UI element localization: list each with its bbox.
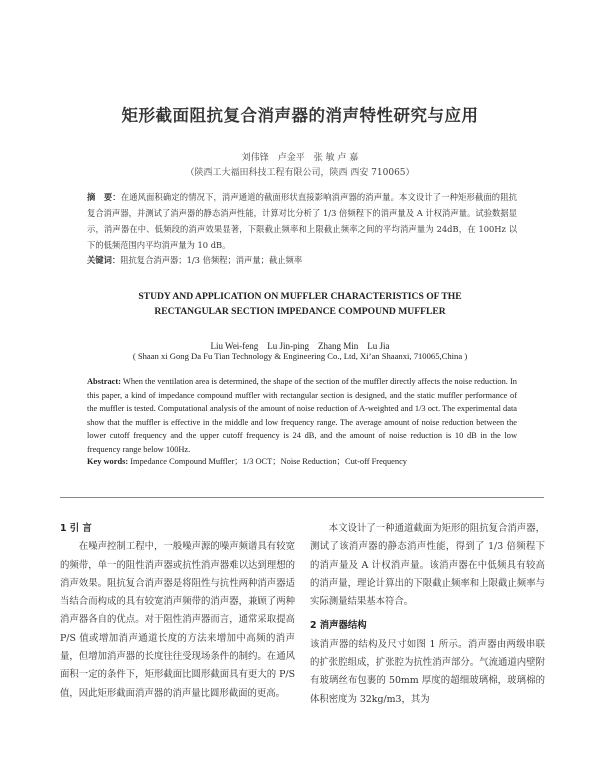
- structure-paragraph: 该消声器的结构及尺寸如图 1 所示。消声器由两级串联的扩张腔组成，扩张腔为抗性消声部分。气流通道内壁附有玻璃丝布包裹的 50mm 厚度的超细玻璃棉，玻璃棉的体积密度为 32kg/m3，其为: [310, 638, 545, 705]
- title-en-line2: RECTANGULAR SECTION IMPEDANCE COMPOUND MUFFLER: [154, 306, 446, 317]
- body-column-left: [60, 520, 295, 703]
- keywords-en: [87, 455, 517, 467]
- section-heading-introduction: 1 引 言: [60, 523, 92, 534]
- affiliation-cn: （陕西工大福田科技工程有限公司，陕西 西安 710065）: [185, 168, 415, 178]
- keywords-text-en: Impedance Compound Muffler；1/3 OCT；Noise Reduction；Cut-off Frequency: [130, 457, 407, 466]
- keywords-label-cn: 关键词：: [87, 255, 121, 265]
- introduction-paragraph: 在噪声控制工程中，一般噪声源的噪声频谱具有较宽的频带，单一的阻性消声器或抗性消声器难以达到理想的消声效果。阻抗复合消声器是将阻性与抗性两种消声器适当结合而构成的具有较宽消声频带的消声器，兼顾了两种消声器各自的优点。对于阻性消声器而言，通常采取提高 P/S 值或增加消声通道长度的方法来增加中高频的消声量，但增加消声器的长度往往受现场条件的制约。在通风面积一定的条件下，矩形截面比圆形截面具有更大的 P/S 值，因此矩形截面消声器的消声量比圆形截面的更高。: [60, 541, 295, 699]
- authors-en: Liu Wei-feng Lu Jin-ping Zhang Min Lu Jia: [210, 341, 390, 351]
- abstract-label-en: Abstract:: [87, 377, 121, 386]
- paper-title-cn: 矩形截面阻抗复合消声器的消声特性研究与应用: [121, 106, 479, 125]
- paper-title-en: [0, 289, 600, 319]
- section-divider: [60, 497, 544, 498]
- abstract-label-cn: 摘 要：: [87, 192, 121, 202]
- authors-cn: 刘伟锋 卢金平 张 敏 卢 嘉: [241, 153, 359, 163]
- abstract-en: [87, 375, 517, 457]
- affiliation-en: ( Shaan xi Gong Da Fu Tian Technology & Engineering Co., Ltd, Xi’an Shaanxi, 710065,China ): [132, 351, 468, 361]
- introduction-paragraph-2: 本文设计了一种通道截面为矩形的阻抗复合消声器，测试了该消声器的静态消声性能，得到了 1/3 倍频程下的消声量及 A 计权消声量。该消声器在中低频具有较高的消声量，理论计算出的下限截止频率和上限截止频率与实际测量结果基本符合。: [310, 523, 545, 608]
- section-heading-structure: 2 消声器结构: [310, 620, 367, 632]
- abstract-text-en: When the ventilation area is determined, the shape of the section of the muffler directly affects the noise reduction. In this paper, a kind of impedance compound muffler with rectangular section is designed, and the static muffler performance of the muffler is tested. Computational analysis of the amount of noise reduction of A-weighted and 1/3 oct. The experimental data show that the muffler is effective in the middle and low frequency range. The average amount of noise reduction between the lower cutoff frequency and the upper cutoff frequency is 24 dB, and the amount of noise reduction is 10 dB in the low frequency range below 100Hz.: [87, 377, 517, 454]
- abstract-cn: [87, 189, 517, 253]
- title-en-line1: STUDY AND APPLICATION ON MUFFLER CHARACTERISTICS OF THE: [138, 291, 462, 302]
- keywords-cn: [87, 254, 517, 266]
- keywords-text-cn: 阻抗复合消声器；1/3 倍频程；消声量；截止频率: [120, 255, 303, 265]
- body-column-right: [310, 520, 545, 709]
- keywords-label-en: Key words:: [87, 457, 129, 466]
- abstract-text-cn: 在通风面积确定的情况下，消声通道的截面形状直接影响消声器的消声量。本文设计了一种矩形截面的阻抗复合消声器，并测试了消声器的静态消声性能，计算对比分析了 1/3 倍频程下的消声量及 A 计权消声量。试验数据显示，消声器在中、低频段的消声效果显著，下限截止频率和上限截止频率之间的平均消声量为 24dB，在 100Hz 以下的低频范围内平均消声量为 10 dB。: [87, 192, 517, 250]
